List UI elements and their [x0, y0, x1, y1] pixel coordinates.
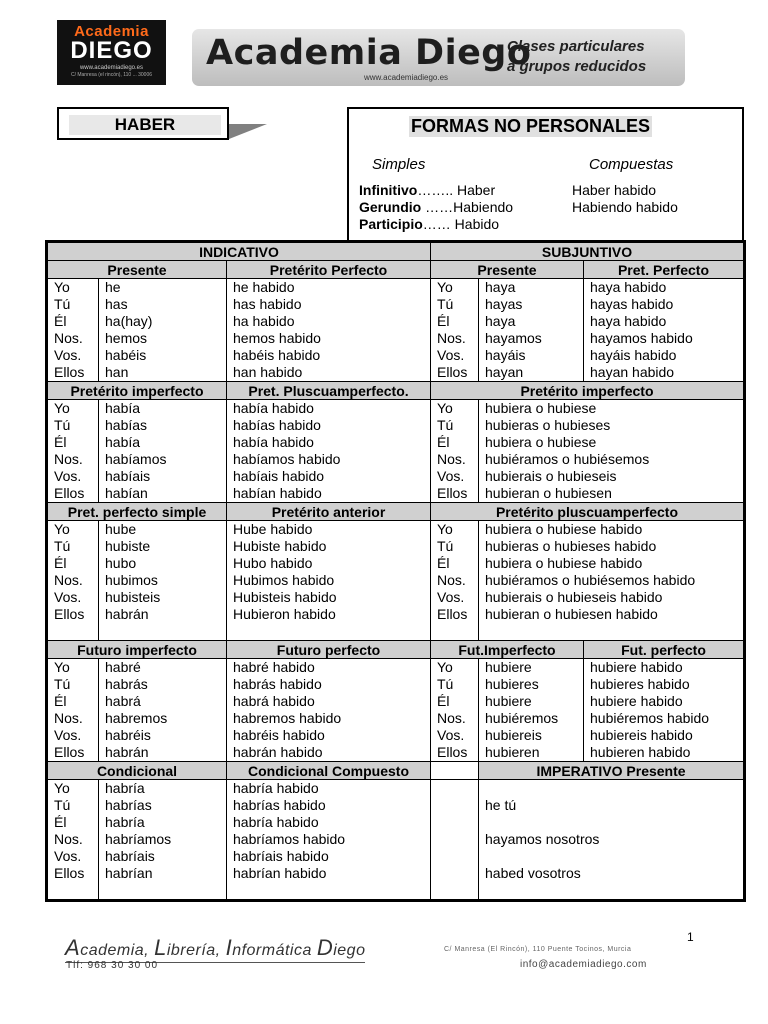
conjugation-cell: hubiere — [485, 659, 532, 675]
conjugation-cell: habría habido — [233, 780, 319, 796]
np-row-gerundio — [359, 199, 678, 215]
conjugation-cell: Tú — [437, 296, 454, 312]
pronoun-column — [431, 279, 479, 382]
conjugation-cell: haya habido — [590, 279, 667, 295]
conjugation-cell: había — [105, 434, 141, 450]
imperativo-column — [479, 780, 745, 901]
sub-pluscuam-column — [479, 521, 745, 641]
perf-simple-header: Pret. perfecto simple — [47, 503, 227, 521]
conjugation-cell: hubieren habido — [590, 744, 691, 760]
conjugation-cell: Nos. — [54, 451, 83, 467]
conjugation-cell: he habido — [233, 279, 295, 295]
pronoun-column — [47, 400, 99, 503]
subjuntivo-header: SUBJUNTIVO — [431, 242, 745, 261]
sub-pluscuam-header: Pretérito pluscuamperfecto — [431, 503, 745, 521]
brand-word: ibrería, — [166, 942, 226, 959]
conjugation-cell: Tú — [54, 797, 71, 813]
conjugation-cell: habíais habido — [233, 468, 325, 484]
anterior-header: Pretérito anterior — [227, 503, 431, 521]
conjugation-cell: Vos. — [54, 468, 82, 484]
verb-title-box — [57, 107, 229, 140]
np-simple-value: …….. Haber — [417, 182, 496, 198]
conjugation-cell: hubimos — [105, 572, 158, 588]
tense-header-row — [47, 261, 745, 279]
conjugation-cell: hubierais o hubieseis — [485, 468, 617, 484]
spacer-cell — [233, 623, 430, 640]
conjugation-cell: habéis habido — [233, 347, 321, 363]
tense-header-row — [47, 641, 745, 659]
brand-initial: L — [154, 935, 167, 960]
empty-column — [431, 780, 479, 901]
page-number: 1 — [687, 930, 694, 944]
mood-header-row — [47, 242, 745, 261]
conjugation-cell: habrás — [105, 676, 148, 692]
conjugation-cell: hubieran o hubiesen habido — [485, 606, 658, 622]
conjugation-cell: has habido — [233, 296, 302, 312]
sub-perfecto-header: Pret. Perfecto — [584, 261, 745, 279]
pronoun-column — [431, 400, 479, 503]
conjugation-cell: hubiere habido — [590, 659, 683, 675]
conjugation-cell: habíamos — [105, 451, 167, 467]
conjugation-cell: hayas habido — [590, 296, 674, 312]
brand-initial: D — [316, 935, 334, 960]
conjugation-cell: hubiere habido — [590, 693, 683, 709]
conjugation-cell: hemos habido — [233, 330, 321, 346]
conjugation-cell: hubiere — [485, 693, 532, 709]
conjugation-cell: hubiera o hubiese — [485, 400, 597, 416]
conjugation-cell: Él — [54, 313, 67, 329]
conjugation-cell: Ellos — [54, 364, 85, 380]
imperfecto-header: Pretérito imperfecto — [47, 382, 227, 400]
conjugation-cell: Ellos — [54, 606, 85, 622]
logo-url: www.academiadiego.es — [79, 65, 144, 71]
conjugation-cell: Yo — [437, 279, 453, 295]
conjugation-cell: habremos — [105, 710, 168, 726]
np-label: Gerundio — [359, 199, 422, 215]
np-title: FORMAS NO PERSONALES — [411, 116, 651, 136]
conjugation-cell: hubiera o hubiese — [485, 434, 597, 450]
pronoun-column — [47, 279, 99, 382]
conjugation-cell: Ellos — [437, 744, 468, 760]
conjugation-cell: habréis habido — [233, 727, 325, 743]
conjugation-cell: habed vosotros — [485, 865, 581, 881]
footer-phone: Tlf: 968 30 30 00 — [66, 960, 159, 971]
sub-presente-header: Presente — [431, 261, 584, 279]
conjugation-cell: habréis — [105, 727, 151, 743]
sub-fut-imp-header: Fut.Imperfecto — [431, 641, 584, 659]
sub-imperfecto-column — [479, 400, 745, 503]
conjugation-cell: Él — [437, 555, 450, 571]
conjugation-cell: Ellos — [54, 744, 85, 760]
conjugation-cell: habrían — [105, 865, 153, 881]
verb-title: HABER — [69, 115, 221, 135]
conjugation-cell: Vos. — [54, 347, 82, 363]
conjugation-cell: habían — [105, 485, 148, 501]
conjugation-cell: Nos. — [54, 831, 83, 847]
conjugation-cell: Tú — [54, 417, 71, 433]
conjugation-cell: hayamos — [485, 330, 542, 346]
conjugation-cell: Yo — [437, 521, 453, 537]
conjugation-cell: hubiéremos — [485, 710, 559, 726]
conjugation-cell: han — [105, 364, 129, 380]
conjugation-cell: Ellos — [54, 485, 85, 501]
conjugation-cell: Nos. — [437, 330, 466, 346]
conjugation-cell: hayamos habido — [590, 330, 693, 346]
banner-url: www.academiadiego.es — [364, 73, 449, 82]
conjugation-cell: Ellos — [54, 865, 85, 881]
logo-line2: DIEGO — [70, 37, 153, 64]
perfecto-header: Pretérito Perfecto — [227, 261, 431, 279]
conjugation-cell: habría — [105, 780, 145, 796]
np-compound-value: Haber habido — [572, 182, 657, 198]
sub-fut-perf-column — [584, 659, 745, 762]
conjugation-cell: hube — [105, 521, 137, 537]
conjugation-cell: hubierais o hubieseis habido — [485, 589, 663, 605]
tense-body-row — [47, 400, 745, 503]
fut-imp-header: Futuro imperfecto — [47, 641, 227, 659]
np-label: Infinitivo — [359, 182, 418, 198]
sub-presente-column — [479, 279, 584, 382]
conjugation-cell: has — [105, 296, 128, 312]
conjugation-cell: Nos. — [437, 710, 466, 726]
conjugation-cell: Hubisteis habido — [233, 589, 337, 605]
conjugation-cell: hubieran o hubiesen — [485, 485, 612, 501]
conjugation-cell: hubiéremos habido — [590, 710, 710, 726]
pronoun-column — [47, 521, 99, 641]
tense-body-row — [47, 659, 745, 762]
pronoun-column — [47, 659, 99, 762]
formas-no-personales-box — [347, 107, 744, 242]
conjugation-cell: he — [105, 279, 121, 295]
conjugation-cell: hubiéramos o hubiésemos — [485, 451, 650, 467]
spacer-cell — [437, 623, 478, 640]
conjugation-table — [45, 240, 746, 902]
conjugation-cell: Él — [437, 313, 450, 329]
conjugation-cell: habremos habido — [233, 710, 342, 726]
conjugation-cell — [485, 814, 743, 831]
conjugation-cell: hubisteis — [105, 589, 161, 605]
conjugation-cell: Vos. — [54, 848, 82, 864]
conjugation-cell: había habido — [233, 400, 314, 416]
perfecto-column — [227, 279, 431, 382]
banner-subtitle-line2: a grupos reducidos — [507, 58, 647, 75]
conjugation-cell: habríamos — [105, 831, 172, 847]
logo-address: C/ Manresa (el rincón), 110 ... 30006 — [70, 72, 153, 78]
conjugation-cell: Yo — [54, 279, 70, 295]
conjugation-cell: Yo — [437, 400, 453, 416]
conjugation-cell: Tú — [437, 676, 454, 692]
conjugation-cell: hubieras o hubieses — [485, 417, 611, 433]
conjugation-cell: haya habido — [590, 313, 667, 329]
np-compound-value: Habiendo habido — [572, 199, 678, 215]
footer-brand — [65, 935, 365, 963]
sub-fut-imp-column — [479, 659, 584, 762]
conjugation-cell: han habido — [233, 364, 303, 380]
spacer-cell — [485, 623, 743, 640]
conjugation-cell: Vos. — [437, 468, 465, 484]
conjugation-cell: Yo — [54, 780, 70, 796]
conjugation-cell: hayáis habido — [590, 347, 677, 363]
conjugation-cell: hubiera o hubiese habido — [485, 521, 643, 537]
np-label: Participio — [359, 216, 423, 232]
conjugation-cell: habrá — [105, 693, 141, 709]
sub-fut-perf-header: Fut. perfecto — [584, 641, 745, 659]
conjugation-cell: habrían habido — [233, 865, 327, 881]
conjugation-cell: hayan habido — [590, 364, 675, 380]
spacer-cell — [105, 623, 226, 640]
brand-word: iego — [333, 942, 366, 959]
condicional-column — [99, 780, 227, 901]
imperativo-header: IMPERATIVO Presente — [479, 762, 745, 780]
np-simple-value: ……Habiendo — [421, 199, 514, 215]
conjugation-cell: hubieren — [485, 744, 540, 760]
conjugation-cell — [485, 780, 743, 797]
tense-header-row — [47, 503, 745, 521]
conjugation-cell: Nos. — [54, 572, 83, 588]
conjugation-cell: habíais — [105, 468, 151, 484]
tense-header-row — [47, 762, 745, 780]
conjugation-cell: Ellos — [437, 606, 468, 622]
imperfecto-column — [99, 400, 227, 503]
conjugation-cell: Él — [54, 693, 67, 709]
brand-initial: I — [225, 935, 233, 960]
conjugation-cell: haya — [485, 279, 516, 295]
anterior-column — [227, 521, 431, 641]
conjugation-cell: habría habido — [233, 814, 319, 830]
conjugation-cell: Tú — [54, 538, 71, 554]
np-simples-label: Simples — [372, 156, 426, 173]
conjugation-cell: Vos. — [54, 589, 82, 605]
conjugation-cell: Vos. — [437, 347, 465, 363]
perf-simple-column — [99, 521, 227, 641]
presente-header: Presente — [47, 261, 227, 279]
conjugation-cell: Él — [54, 555, 67, 571]
pluscuam-column — [227, 400, 431, 503]
banner-subtitle-line1: Clases particulares — [507, 38, 645, 55]
conjugation-cell: habríamos habido — [233, 831, 346, 847]
banner-title: Academia Diego — [206, 33, 532, 73]
fut-perf-header: Futuro perfecto — [227, 641, 431, 659]
brand-word: nformática — [232, 942, 317, 959]
conjugation-cell: Hubo habido — [233, 555, 313, 571]
footer-email[interactable]: info@academiadiego.com — [520, 959, 647, 970]
conjugation-cell: habrá habido — [233, 693, 315, 709]
conjugation-cell: Tú — [437, 417, 454, 433]
conjugation-cell: Tú — [54, 676, 71, 692]
conjugation-cell: hubiste — [105, 538, 151, 554]
fut-perf-column — [227, 659, 431, 762]
conjugation-cell: Vos. — [437, 727, 465, 743]
conjugation-cell: hubiera o hubiese habido — [485, 555, 643, 571]
conjugation-cell: Nos. — [54, 330, 83, 346]
cond-comp-column — [227, 780, 431, 901]
spacer-cell — [54, 623, 98, 640]
pronoun-column — [47, 780, 99, 901]
conjugation-cell: habrás habido — [233, 676, 322, 692]
conjugation-cell: Él — [54, 434, 67, 450]
conjugation-cell: hubieras o hubieses habido — [485, 538, 657, 554]
conjugation-cell: hayan — [485, 364, 524, 380]
conjugation-cell: hubiéramos o hubiésemos habido — [485, 572, 696, 588]
np-simple-value: …… Habido — [422, 216, 500, 232]
conjugation-cell: hubieres habido — [590, 676, 690, 692]
conjugation-cell: hubiereis — [485, 727, 542, 743]
conjugation-cell: habrías habido — [233, 797, 326, 813]
tense-body-row — [47, 279, 745, 382]
conjugation-cell: habrán — [105, 606, 149, 622]
conjugation-cell: Vos. — [437, 589, 465, 605]
pluscuam-header: Pret. Pluscuamperfecto. — [227, 382, 431, 400]
fut-imp-column — [99, 659, 227, 762]
conjugation-cell: Ellos — [437, 485, 468, 501]
conjugation-cell: habrías — [105, 797, 152, 813]
footer-address: C/ Manresa (El Rincón), 110 Puente Tocinos, Murcia — [444, 946, 632, 953]
conjugation-cell: habríais habido — [233, 848, 329, 864]
conjugation-cell: Ellos — [437, 364, 468, 380]
conjugation-cell: habrán habido — [233, 744, 323, 760]
conjugation-cell: habría — [105, 814, 145, 830]
conjugation-cell: hayamos nosotros — [485, 831, 600, 847]
conjugation-cell: había — [105, 400, 141, 416]
conjugation-cell: habías — [105, 417, 148, 433]
conjugation-cell: he tú — [485, 797, 517, 813]
sub-perfecto-column — [584, 279, 745, 382]
presente-column — [99, 279, 227, 382]
tense-header-row — [47, 382, 745, 400]
conjugation-cell: ha habido — [233, 313, 295, 329]
conjugation-cell: hemos — [105, 330, 148, 346]
banner-subtitle — [507, 37, 646, 77]
academia-logo — [57, 20, 166, 85]
conjugation-cell: Vos. — [54, 727, 82, 743]
conjugation-cell: habríais — [105, 848, 155, 864]
tense-body-row — [47, 780, 745, 901]
conjugation-cell: ha(hay) — [105, 313, 153, 329]
conjugation-cell: Hubieron habido — [233, 606, 336, 622]
conjugation-cell: Nos. — [54, 710, 83, 726]
conjugation-cell: Tú — [54, 296, 71, 312]
tense-body-row — [47, 521, 745, 641]
empty-header-cell — [431, 762, 479, 780]
conjugation-cell: habías habido — [233, 417, 321, 433]
brand-word: cademia, — [80, 942, 155, 959]
conjugation-cell: habían habido — [233, 485, 322, 501]
conjugation-cell: Nos. — [437, 451, 466, 467]
pronoun-column — [431, 659, 479, 762]
conjugation-cell: hubo — [105, 555, 137, 571]
np-row-participio — [359, 216, 499, 232]
condicional-header: Condicional — [47, 762, 227, 780]
conjugation-cell: Él — [437, 693, 450, 709]
conjugation-cell: Nos. — [437, 572, 466, 588]
cond-comp-header: Condicional Compuesto — [227, 762, 431, 780]
indicativo-header: INDICATIVO — [47, 242, 431, 261]
conjugation-cell: había habido — [233, 434, 314, 450]
conjugation-cell: haya — [485, 313, 516, 329]
conjugation-cell: Hubiste habido — [233, 538, 327, 554]
verb-arrow-shape — [229, 124, 267, 139]
conjugation-cell: hayáis — [485, 347, 526, 363]
spacer-cell — [485, 882, 743, 899]
conjugation-cell: Hube habido — [233, 521, 313, 537]
conjugation-cell: Él — [54, 814, 67, 830]
conjugation-cell: hubiereis habido — [590, 727, 693, 743]
conjugation-cell: habéis — [105, 347, 147, 363]
np-compuestas-label: Compuestas — [589, 156, 674, 173]
np-row-infinitivo — [359, 182, 657, 198]
spacer-cell — [105, 882, 226, 899]
header-banner — [192, 29, 685, 86]
pronoun-column — [431, 521, 479, 641]
conjugation-cell: Yo — [54, 659, 70, 675]
conjugation-cell: Yo — [437, 659, 453, 675]
conjugation-cell: Yo — [54, 521, 70, 537]
spacer-cell — [233, 882, 430, 899]
brand-initial: A — [65, 935, 81, 960]
conjugation-cell: hubieres — [485, 676, 539, 692]
conjugation-cell: habré habido — [233, 659, 315, 675]
conjugation-cell: habré — [105, 659, 141, 675]
conjugation-cell: hayas — [485, 296, 523, 312]
conjugation-cell: habrán — [105, 744, 149, 760]
conjugation-cell: Él — [437, 434, 450, 450]
conjugation-cell: Tú — [437, 538, 454, 554]
spacer-cell — [54, 882, 98, 899]
conjugation-cell: habíamos habido — [233, 451, 341, 467]
conjugation-cell — [485, 848, 743, 865]
logo-line1: Academia — [74, 23, 149, 40]
conjugation-cell: Hubimos habido — [233, 572, 335, 588]
conjugation-cell: Yo — [54, 400, 70, 416]
sub-imperfecto-header: Pretérito imperfecto — [431, 382, 745, 400]
